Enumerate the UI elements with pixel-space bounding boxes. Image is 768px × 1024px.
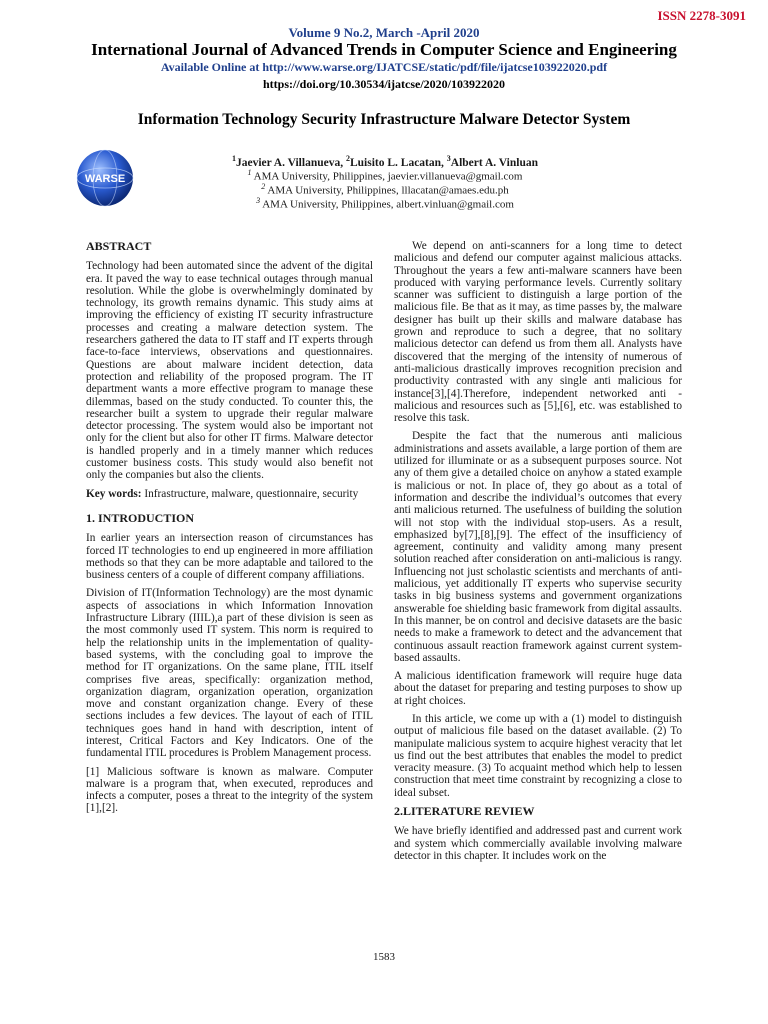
right-column bbox=[394, 240, 682, 868]
right-paragraph-4: In this article, we come up with a (1) model to distinguish output of malicious file based on the dataset available. (2) To manipulate malicious system to acquire highest veracity that let us find out the best attributes that enables the model to predict veracity measure. (3) To acquaint method which help to lessen construction that meet time constraint by recognizing a close to ideal subset. bbox=[394, 712, 682, 799]
author-1-number: 1 bbox=[231, 154, 236, 163]
doi-link[interactable]: https://doi.org/10.30534/ijatcse/2020/103922020 bbox=[263, 77, 505, 91]
authors-line bbox=[150, 154, 620, 169]
literature-paragraph-1: We have briefly identified and addressed past and current work and system which commercially available involving malware detector in this chapter. It includes work on the bbox=[394, 825, 682, 862]
left-column bbox=[86, 240, 373, 821]
warse-logo bbox=[75, 148, 135, 208]
issn-label: ISSN 2278-3091 bbox=[657, 8, 746, 23]
keywords-label: Key words: bbox=[86, 487, 142, 500]
affiliation-1: $^1$ AMA University, Philippines, jaevier.villanueva@gmail.com bbox=[247, 168, 523, 183]
abstract-text: Technology had been automated since the advent of the digital era. It paved the way to ease technical outages through manual resolution. While the globe is overwhelmingly dominated by technology, its growth remains dynamic. This study aims at improving the efficiency of existing IT security infrastructure processes and creating a malware detection system. The researchers gathered the data to IT staff and IT experts through face-to-face interviews, observations and questionnaires. Questions are about malware incident detection, data protection and reliability of the proposed program. The IT department wants a more effective program to manage these dilemmas, based on the study conducted. To counter this, the researcher built a system to upgrade their regular malware detector processing. The system would also be important not only for the client but also for other IT firms. Malware detector is handled properly and in a timely manner which reduces customer business costs. This study would also benefit not only the companies but also the clients. bbox=[86, 260, 373, 482]
journal-title: International Journal of Advanced Trends in Computer Science and Engineering bbox=[91, 40, 677, 59]
affiliation-2: $^2$ AMA University, Philippines, lllacatan@amaes.edu.ph bbox=[261, 182, 509, 197]
author-3-number: 3 bbox=[446, 154, 451, 163]
introduction-heading: 1. INTRODUCTION bbox=[86, 510, 195, 525]
right-paragraph-1: We depend on anti-scanners for a long time to detect malicious and defend our computer against malicious attacks. Throughout the years a few anti-malware scanners have been produced with varying performance levels. Currently solitary scanner was sufficient to distinguish a large portion of the malicious file. Be that as it may, as time passes by, the malware designer has built up their skills and malware database has grown and reproduce to such a degree, that no solitary malicious detector can defend us from them all. Analysts have discovered that the merging of the intensity of numerous of anti-malicious drastically improves recognition precision and productivity contrasted with any single anti malicious for instance[3],[4].Therefore, independent networked anti - malicious and resources such as [5],[6], etc. was established to resolve this task. bbox=[394, 240, 682, 425]
author-2-name: Luisito L. Lacatan, bbox=[349, 156, 447, 169]
author-2-number: 2 bbox=[345, 154, 350, 163]
author-3-name: Albert A. Vinluan bbox=[450, 156, 539, 169]
keywords-text: Infrastructure, malware, questionnaire, security bbox=[141, 487, 359, 500]
right-paragraph-2: Despite the fact that the numerous anti malicious administrations and assets available, a large portion of them are utilized for illuminate or as a subsequent purposes source. Not any of them give a detailed choice on anyhow a stated example is malicious or not. In place of, they go about as a total of information and describe the individual’s outcomes that every anti malicious returned. The usefulness of building the solution will not stop with the individual stop-users. As a result, emphasized by[7],[8],[9]. The effect of the insufficiency of agreement, continuity and validity among many present solution reached after consideration on anti-malicious is rangy. Influencing not just scholastic scientists and merchants of anti-malicious, yet additionally IT experts who supervise security tasks in big business systems and government organizations answerable foe shielding basic framework from digital assaults. In this manner, be on control and decisive datasets are the basic needs to make a framework to detect and the advancement that continuous assault reaction framework against current system-based assaults. bbox=[394, 430, 682, 664]
literature-review-heading: 2.LITERATURE REVIEW bbox=[394, 804, 535, 819]
intro-paragraph-3: [1] Malicious software is known as malware. Computer malware is a program that, when executed, reproduces and infects a computer, poses a threat to the integrity of the system [1],[2]. bbox=[86, 765, 373, 815]
intro-paragraph-1: In earlier years an intersection reason of circumstances has forced IT technologies to end up engineered in more affiliation methods so that they can be more adaptable and tailored to the business centers of a couple of different company affiliations. bbox=[86, 532, 373, 582]
keywords-line bbox=[86, 488, 373, 500]
abstract-heading: ABSTRACT bbox=[86, 239, 152, 253]
affiliation-3: $^3$ AMA University, Philippines, albert.vinluan@gmail.com bbox=[256, 196, 514, 211]
volume-line: Volume 9 No.2, March -April 2020 bbox=[288, 25, 480, 40]
paper-title: Information Technology Security Infrastructure Malware Detector System bbox=[137, 111, 631, 128]
availability-link[interactable]: Available Online at http://www.warse.org/IJATCSE/static/pdf/file/ijatcse103922020.pdf bbox=[160, 60, 608, 74]
logo-text: WARSE bbox=[84, 173, 126, 185]
author-1-name: Jaevier A. Villanueva, bbox=[235, 156, 346, 169]
right-paragraph-3: A malicious identification framework will require huge data about the dataset for preparing and testing purposes to show up at right choices. bbox=[394, 670, 682, 707]
page-number: 1583 bbox=[373, 951, 395, 963]
intro-paragraph-2: Division of IT(Information Technology) are the most dynamic aspects of associations in which Information Innovation Infrastructure Library (IIIL),a part of these division is seen as the most commonly used IT system. This norm is required to help the relationship units in the implementation of quality-based systems, with the concluding goal to improve the method for IT organizations. On the same plane, ITIL itself comprises five areas, specifically: organization method, organization diagram, organization operation, organization move and constant organization change. Every of these sections includes a few devices. The layout of each of ITIL techniques goes hand in hand with description, intent of interest, Critical Factors and Key Indicators. One of the fundamental ITIL procedures is Problem Management process. bbox=[86, 587, 373, 760]
